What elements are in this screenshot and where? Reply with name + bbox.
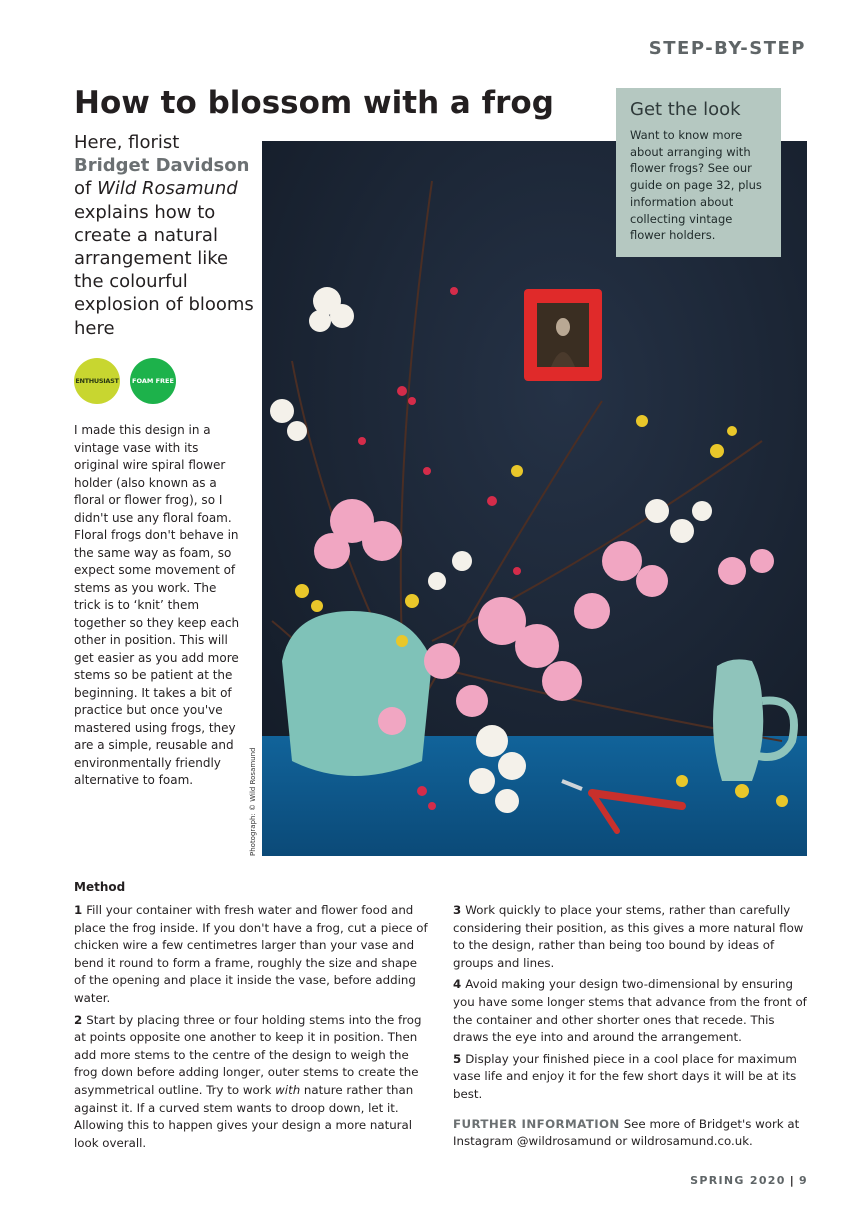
enthusiast-badge xyxy=(74,358,120,404)
step-text-emphasis: with xyxy=(275,1082,301,1097)
article-title: How to blossom with a frog xyxy=(74,85,554,121)
method-step xyxy=(453,976,811,1046)
get-the-look-box xyxy=(616,88,781,257)
step-number: 5 xyxy=(453,1051,462,1066)
step-text: Work quickly to place your stems, rather than carefully considering their position, as this gives a more natural flow to the design, rather than being too bound by ideas of groups and lines. xyxy=(453,903,804,970)
step-number: 4 xyxy=(453,977,462,992)
further-information-label: FURTHER INFORMATION xyxy=(453,1116,620,1131)
badge-label: ENTHUSIAST xyxy=(75,376,119,385)
photo-credit: Photograph: © Wild Rosamund xyxy=(249,747,257,856)
step-text: Avoid making your design two-dimensional by ensuring you have some longer stems that advance from the front of the container and other shorter ones that recede. This draws the eye into and around the arrangement. xyxy=(453,977,807,1045)
page-footer xyxy=(690,1174,808,1187)
method-column-left xyxy=(74,902,432,1156)
foam-free-badge xyxy=(130,358,176,404)
get-the-look-text: Want to know more about arranging with flower frogs? See our guide on page 32, plus information about collecting vintage flower holders. xyxy=(630,128,762,243)
get-the-look-title: Get the look xyxy=(630,99,741,120)
intro-text: Here, florist xyxy=(74,132,180,153)
method-step xyxy=(74,902,432,1008)
step-number: 2 xyxy=(74,1012,83,1027)
issue-label: SPRING 2020 xyxy=(690,1174,786,1187)
footer-separator: | xyxy=(789,1174,796,1187)
method-heading: Method xyxy=(74,880,126,894)
step-text: Fill your container with fresh water and flower food and place the frog inside. If you don't have a frog, cut a piece of chicken wire a few centimetres larger than your vase and bend it round to form a frame, roughly the size and shape of the opening and place it inside the vase, before adding water. xyxy=(74,903,428,1005)
florist-name: Bridget Davidson xyxy=(74,155,250,177)
intro-text: of xyxy=(74,178,98,200)
method-column-right xyxy=(453,902,811,1155)
step-text: Start by placing three or four holding stems into the frog at points opposite one another to keep it in position. Then add more stems to the centre of the design to weigh the frog down before adding longer, outer stems to create the asymmetrical outline. Try to work xyxy=(74,1012,422,1097)
step-text: Display your finished piece in a cool place for maximum vase life and enjoy it for the few short days it will be at its best. xyxy=(453,1051,797,1101)
step-number: 3 xyxy=(453,903,462,917)
article-intro xyxy=(74,131,259,340)
further-information-text: See more of Bridget's work at Instagram @wildrosamund or wildrosamund.co.uk. xyxy=(453,1116,800,1149)
method-step xyxy=(453,902,811,972)
step-text: nature rather than against it. If a curved stem wants to droop down, let it. Allowing this to happen gives your design a more natural look overall. xyxy=(74,1082,414,1150)
step-number: 1 xyxy=(74,903,83,917)
badge-label: FOAM FREE xyxy=(132,376,174,385)
further-information xyxy=(453,1116,811,1151)
intro-text: explains how to create a natural arrangement like the colourful explosion of blooms here xyxy=(74,201,254,339)
method-step xyxy=(74,1012,432,1153)
method-step xyxy=(453,1051,811,1104)
business-name: Wild Rosamund xyxy=(97,178,238,200)
section-label: STEP-BY-STEP xyxy=(648,38,806,59)
page-number: 9 xyxy=(799,1174,808,1187)
body-text: I made this design in a vintage vase with its original wire spiral flower holder (also known as a floral or flower frog), so I didn't use any floral foam. Floral frogs don't behave in the same way as foam, so expect some movement of stems as you work. The trick is to ‘knit’ them together so they keep each other in position. This will get easier as you add more stems so be patient at the beginning. It takes a bit of practice but once you've mastered using frogs, they are a simple, reusable and environmentally friendly alternative to foam. xyxy=(74,423,240,787)
